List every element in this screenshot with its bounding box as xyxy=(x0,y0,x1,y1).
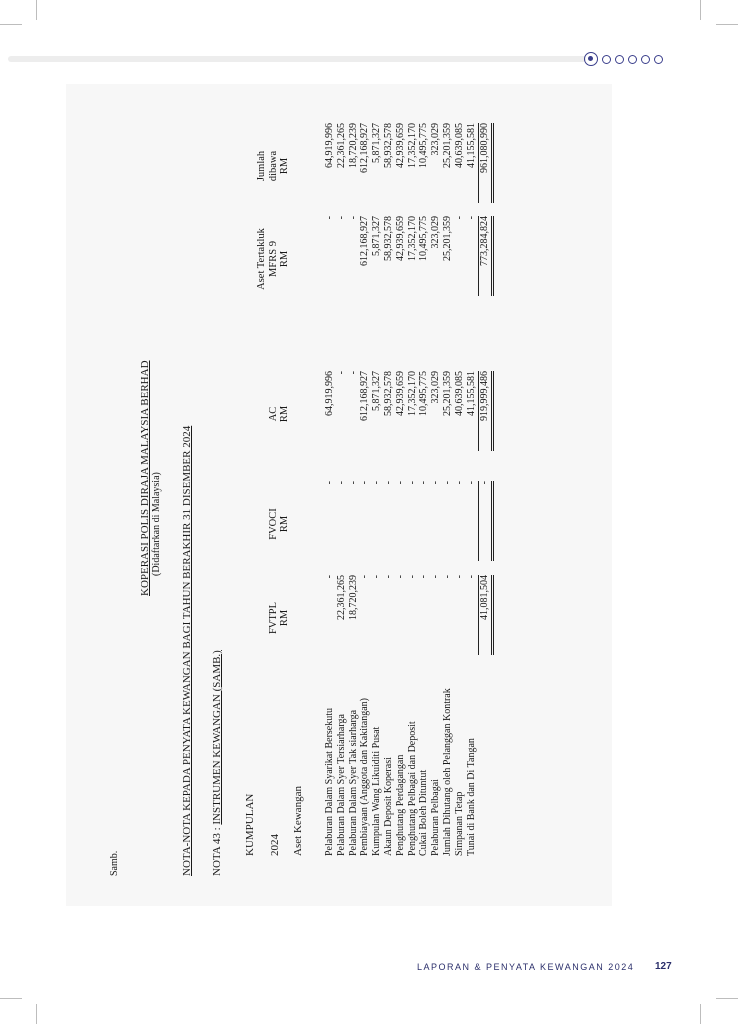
row-label: Pembiayaan (Anggota dan Kakitangan) xyxy=(359,697,371,856)
table-cell: 323,029 xyxy=(430,123,442,156)
table-cell: - xyxy=(465,216,477,220)
table-cell: 612,168,927 xyxy=(359,216,371,266)
table-cell: 64,919,996 xyxy=(324,123,335,168)
table-cell: - xyxy=(430,481,442,485)
row-label: Akaun Deposit Koperasi xyxy=(383,757,394,856)
table-cell: 18,720,239 xyxy=(347,123,359,168)
table-cell: 22,361,265 xyxy=(335,123,347,168)
notes-title: NOTA-NOTA KEPADA PENYATA KEWANGAN BAGI TAHUN BERAKHIR 31 DISEMBER 2024 xyxy=(181,425,193,876)
column-header xyxy=(256,116,291,216)
table-cell: - xyxy=(418,575,430,579)
total-cell: 773,284,824 xyxy=(479,216,491,266)
table-cell: - xyxy=(371,575,383,579)
table-cell: 42,939,659 xyxy=(394,371,406,416)
totals-row xyxy=(479,84,491,906)
table-cell: - xyxy=(347,481,359,485)
column-header-line: AC xyxy=(267,406,279,422)
column-header-line: RM xyxy=(279,250,290,268)
row-label: Pelaburan Dalam Syer Tak siarharga xyxy=(347,709,359,856)
column-header-line: dibawa xyxy=(267,150,279,182)
page-dot[interactable] xyxy=(615,55,624,64)
table-cell: - xyxy=(347,216,359,220)
group-label: KUMPULAN xyxy=(244,793,256,856)
table-row xyxy=(466,84,478,906)
table-cell: 17,352,170 xyxy=(406,123,418,168)
row-label: Cukai Boleh Dituntut xyxy=(418,769,430,856)
table-cell: 41,155,581 xyxy=(465,123,477,168)
rotated-financial-table xyxy=(66,84,612,906)
table-cell: - xyxy=(394,575,406,579)
crop-mark xyxy=(0,24,22,25)
table-cell: - xyxy=(335,481,347,485)
table-cell: 17,352,170 xyxy=(406,216,418,261)
table-cell: 25,201,359 xyxy=(442,123,453,168)
table-cell: 25,201,359 xyxy=(442,216,453,261)
table-cell: - xyxy=(465,481,477,485)
progress-track xyxy=(8,56,586,62)
continued-label: Samb. xyxy=(109,850,120,876)
crop-mark xyxy=(700,0,701,20)
company-name: KOPERASI POLIS DIRAJA MALAYSIA BERHAD xyxy=(139,360,151,596)
crop-mark xyxy=(0,998,22,999)
column-header xyxy=(256,364,291,464)
table-cell: 323,029 xyxy=(430,371,442,404)
table-cell: 42,939,659 xyxy=(394,216,406,261)
table-cell: 58,932,578 xyxy=(383,123,394,168)
table-cell: 612,168,927 xyxy=(359,371,371,421)
row-label: Tunai di Bank dan Di Tangan xyxy=(465,738,477,856)
table-cell: - xyxy=(453,575,465,579)
table-cell: - xyxy=(335,216,347,220)
column-header-line: RM xyxy=(279,157,290,175)
table-cell: 58,932,578 xyxy=(383,216,394,261)
row-label: Pelaburan Pelbagai xyxy=(430,779,442,856)
table-row xyxy=(336,84,348,906)
table-cell: - xyxy=(453,481,465,485)
table-cell: 41,155,581 xyxy=(465,371,477,416)
table-cell: - xyxy=(335,371,347,375)
total-cell: 41,081,504 xyxy=(479,575,491,620)
table-cell: - xyxy=(324,481,335,485)
table-cell: 25,201,359 xyxy=(442,371,453,416)
year-label: 2024 xyxy=(269,834,281,856)
table-cell: 5,871,327 xyxy=(371,371,383,411)
page-dot[interactable] xyxy=(641,55,650,64)
total-cell: 919,999,486 xyxy=(479,371,491,421)
table-cell: 42,939,659 xyxy=(394,123,406,168)
registration-note: (Didaftarkan di Malaysia) xyxy=(151,472,162,576)
total-rule xyxy=(493,481,494,561)
table-cell: - xyxy=(442,575,453,579)
footer-title: LAPORAN & PENYATA KEWANGAN 2024 xyxy=(417,962,635,972)
table-cell: 40,639,085 xyxy=(453,123,465,168)
row-header: Aset Kewangan xyxy=(292,786,304,856)
total-rule xyxy=(491,481,492,561)
row-label: Penghutang Pelbagai dan Deposit xyxy=(406,721,418,856)
row-label: Pelaburan Dalam Syer Tersiarharga xyxy=(335,714,347,856)
table-cell: 18,720,239 xyxy=(347,575,359,620)
table-cell: - xyxy=(442,481,453,485)
column-header xyxy=(256,209,291,309)
column-header-line: FVTPL xyxy=(267,601,279,635)
table-cell: - xyxy=(406,575,418,579)
column-header-line: RM xyxy=(279,609,290,627)
crop-mark xyxy=(716,24,738,25)
total-rule xyxy=(493,371,494,451)
table-cell: 323,029 xyxy=(430,216,442,249)
total-rule xyxy=(491,216,492,296)
table-row xyxy=(371,84,383,906)
table-cell: 40,639,085 xyxy=(453,371,465,416)
table-row xyxy=(407,84,419,906)
column-header-line: MFRS 9 xyxy=(267,241,279,277)
column-header-line xyxy=(256,474,268,574)
column-header-line: Aset Tertakluk xyxy=(256,228,267,290)
table-cell: 17,352,170 xyxy=(406,371,418,416)
table-cell: 5,871,327 xyxy=(371,123,383,163)
crop-mark xyxy=(716,998,738,999)
table-cell: 10,495,775 xyxy=(418,216,430,261)
table-row xyxy=(395,84,407,906)
page-number: 127 xyxy=(655,961,672,972)
column-header-line: RM xyxy=(279,515,290,533)
page-dot[interactable] xyxy=(628,55,637,64)
page-dot[interactable] xyxy=(654,55,663,64)
table-cell: - xyxy=(383,575,394,579)
table-row xyxy=(359,84,371,906)
row-label: Penghutang Perdagangan xyxy=(394,754,406,856)
page-dot-active[interactable] xyxy=(584,52,598,66)
table-cell: - xyxy=(430,575,442,579)
table-cell: 10,495,775 xyxy=(418,371,430,416)
table-cell: - xyxy=(359,575,371,579)
table-cell: - xyxy=(324,216,335,220)
table-row xyxy=(324,84,336,906)
total-cell: 961,080,990 xyxy=(479,123,491,173)
note-title: INSTRUMEN KEWANGAN (SAMB.) xyxy=(211,650,223,825)
table-row xyxy=(383,84,395,906)
total-cell: - xyxy=(479,481,491,485)
table-cell: - xyxy=(347,371,359,375)
crop-mark xyxy=(700,1004,701,1024)
table-cell: - xyxy=(406,481,418,485)
table-row xyxy=(418,84,430,906)
table-cell: 22,361,265 xyxy=(335,575,347,620)
column-header-line: FVOCI xyxy=(267,508,279,540)
table-cell: - xyxy=(394,481,406,485)
note-heading xyxy=(211,650,223,876)
crop-mark xyxy=(36,0,37,20)
table-cell: - xyxy=(359,481,371,485)
total-rule xyxy=(491,123,492,203)
table-cell: - xyxy=(371,481,383,485)
column-header xyxy=(256,568,291,668)
column-header xyxy=(256,474,291,574)
table-row xyxy=(442,84,454,906)
table-cell: - xyxy=(324,575,335,579)
table-cell: - xyxy=(465,575,477,579)
total-rule xyxy=(493,575,494,655)
row-label: Simpanan Tetap xyxy=(453,791,465,856)
table-cell: 5,871,327 xyxy=(371,216,383,256)
page-dots-navigation xyxy=(584,52,663,66)
total-rule xyxy=(493,123,494,203)
column-header-line: Jumlah xyxy=(256,150,267,182)
row-label: Jumlah Dihutang oleh Pelanggan Kontrak xyxy=(442,688,453,856)
table-cell: - xyxy=(453,216,465,220)
table-cell: 612,168,927 xyxy=(359,123,371,173)
table-row xyxy=(348,84,360,906)
total-rule xyxy=(491,371,492,451)
table-cell: - xyxy=(418,481,430,485)
note-prefix: NOTA 43 : xyxy=(211,824,223,876)
table-cell: - xyxy=(383,481,394,485)
row-label: Pelaburan Dalam Syarikat Bersekutu xyxy=(324,707,335,856)
table-cell: 58,932,578 xyxy=(383,371,394,416)
total-rule xyxy=(493,216,494,296)
crop-mark xyxy=(36,1004,37,1024)
column-header-line xyxy=(256,568,268,668)
total-rule xyxy=(491,575,492,655)
table-cell: 64,919,996 xyxy=(324,371,335,416)
table-row xyxy=(430,84,442,906)
column-header-line: RM xyxy=(279,405,290,423)
page-dot[interactable] xyxy=(602,55,611,64)
column-header-line xyxy=(256,364,268,464)
table-cell: 10,495,775 xyxy=(418,123,430,168)
row-label: Kumpulan Wang Likuiditi Pusat xyxy=(371,726,383,856)
table-row xyxy=(454,84,466,906)
